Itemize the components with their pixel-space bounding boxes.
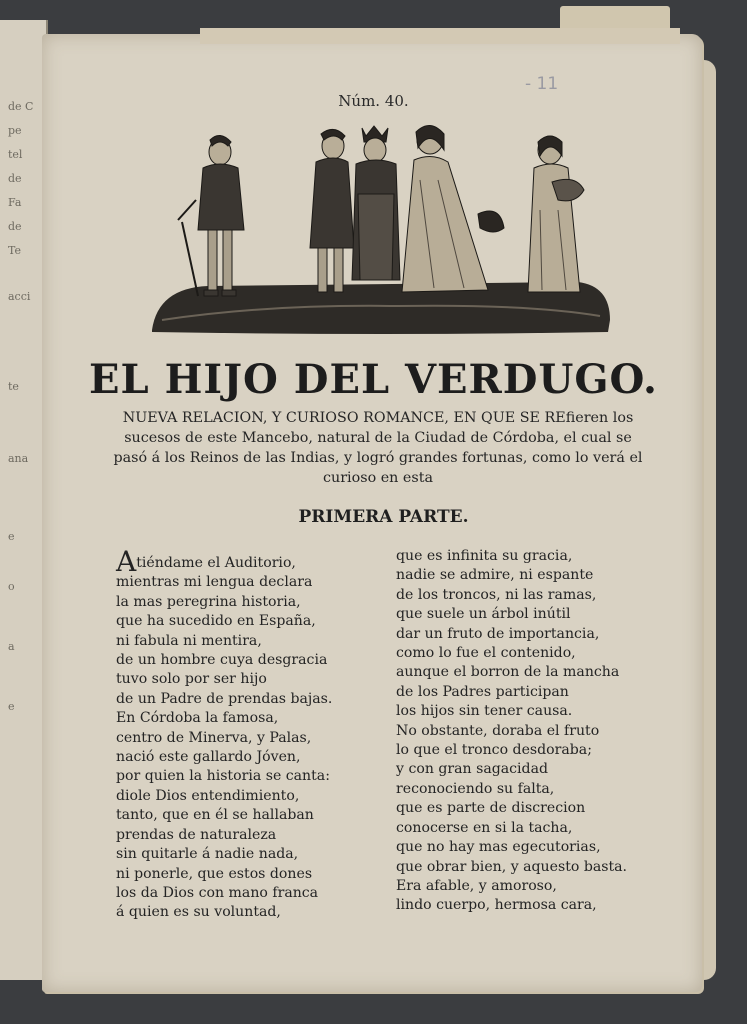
torn-paper-edge — [200, 28, 680, 44]
verse-line — [116, 545, 332, 578]
verse-line: que ha sucedido en España, — [116, 613, 316, 630]
left-page-fragment: de — [8, 220, 22, 233]
left-page-fragment: te — [8, 380, 19, 393]
verse-line: que obrar bien, y aquesto basta. — [396, 858, 628, 875]
left-page-fragment: pe — [8, 124, 22, 137]
verse-line-text: tiéndame el Auditorio, — [136, 555, 296, 571]
woodcut-illustration — [148, 120, 614, 338]
verse-line: de un hombre cuya desgracia — [116, 652, 328, 669]
verse-line: En Córdoba la famosa, — [116, 710, 279, 727]
left-page-fragment: ana — [8, 452, 29, 465]
verse-line: sin quitarle á nadie nada, — [116, 846, 299, 863]
part-heading: PRIMERA PARTE. — [298, 507, 469, 527]
verse-line: que suele un árbol inútil — [396, 606, 571, 623]
left-page-fragment: a — [8, 640, 15, 653]
verse-line: que es parte de discrecion — [396, 800, 586, 817]
verse-line: ni fabula ni mentira, — [116, 632, 262, 649]
left-page-fragment: Fa — [8, 196, 22, 209]
drop-cap: A — [116, 545, 137, 578]
verse-line: lindo cuerpo, hermosa cara, — [396, 897, 597, 914]
verse-line: No obstante, doraba el fruto — [396, 722, 600, 739]
verse-line: prendas de naturaleza — [116, 826, 277, 843]
verse-line: ni ponerle, que estos dones — [116, 865, 313, 882]
verse-line: mientras mi lengua declara — [116, 574, 313, 591]
verse-column-left — [116, 545, 333, 923]
verse-line: y con gran sagacidad — [396, 761, 549, 778]
left-page-fragment: de — [8, 172, 22, 185]
verse-line: dar un fruto de importancia, — [396, 625, 600, 642]
left-page-fragment: acci — [8, 290, 31, 303]
left-page-edge — [0, 20, 48, 980]
verse-line: de un Padre de prendas bajas. — [116, 690, 333, 707]
verse-line: tanto, que en él se hallaban — [116, 807, 314, 824]
verse-line: que no hay mas egecutorias, — [396, 839, 601, 856]
verse-line: de los troncos, ni las ramas, — [396, 586, 597, 603]
verse-line: diole Dios entendimiento, — [116, 787, 300, 804]
verse-line: á quien es su voluntad, — [116, 904, 281, 921]
pencil-annotation: - 11 — [525, 74, 559, 94]
verse-line: como lo fue el contenido, — [396, 645, 576, 662]
left-page-fragment: e — [8, 530, 15, 543]
left-page-fragment: tel — [8, 148, 23, 161]
verse-line: centro de Minerva, y Palas, — [116, 729, 312, 746]
verse-line: nació este gallardo Jóven, — [116, 749, 301, 766]
left-page-fragment: o — [8, 580, 15, 593]
verse-line: conocerse en si la tacha, — [396, 819, 573, 836]
verse-line: aunque el borron de la mancha — [396, 664, 620, 681]
left-page-fragment: e — [8, 700, 15, 713]
page-number: Núm. 40. — [338, 92, 409, 110]
verse-line: nadie se admire, ni espante — [396, 567, 594, 584]
left-page-fragment: Te — [8, 244, 21, 257]
verse-line: la mas peregrina historia, — [116, 593, 301, 610]
verse-line: por quien la historia se canta: — [116, 768, 330, 785]
verse-line: lo que el tronco desdoraba; — [396, 742, 592, 759]
verse-line: Era afable, y amoroso, — [396, 877, 557, 894]
left-page-fragment: de C — [8, 100, 34, 113]
document-subtitle: NUEVA RELACION, Y CURIOSO ROMANCE, EN QUE SE REfieren los sucesos de este Mancebo, natural de la Ciudad de Córdoba, el cual se pasó á los Reinos de las Indias, y logró grandes fortunas, como lo verá el curioso en esta — [113, 410, 643, 486]
verse-line: los hijos sin tener causa. — [396, 703, 573, 720]
verse-line: los da Dios con mano franca — [116, 884, 319, 901]
verse-column-right — [396, 547, 627, 916]
document-title: EL HIJO DEL VERDUGO. — [89, 356, 658, 403]
verse-line: de los Padres participan — [396, 683, 569, 700]
verse-line: tuvo solo por ser hijo — [116, 671, 267, 688]
verse-line: reconociendo su falta, — [396, 780, 555, 797]
verse-line: que es infinita su gracia, — [396, 548, 573, 564]
